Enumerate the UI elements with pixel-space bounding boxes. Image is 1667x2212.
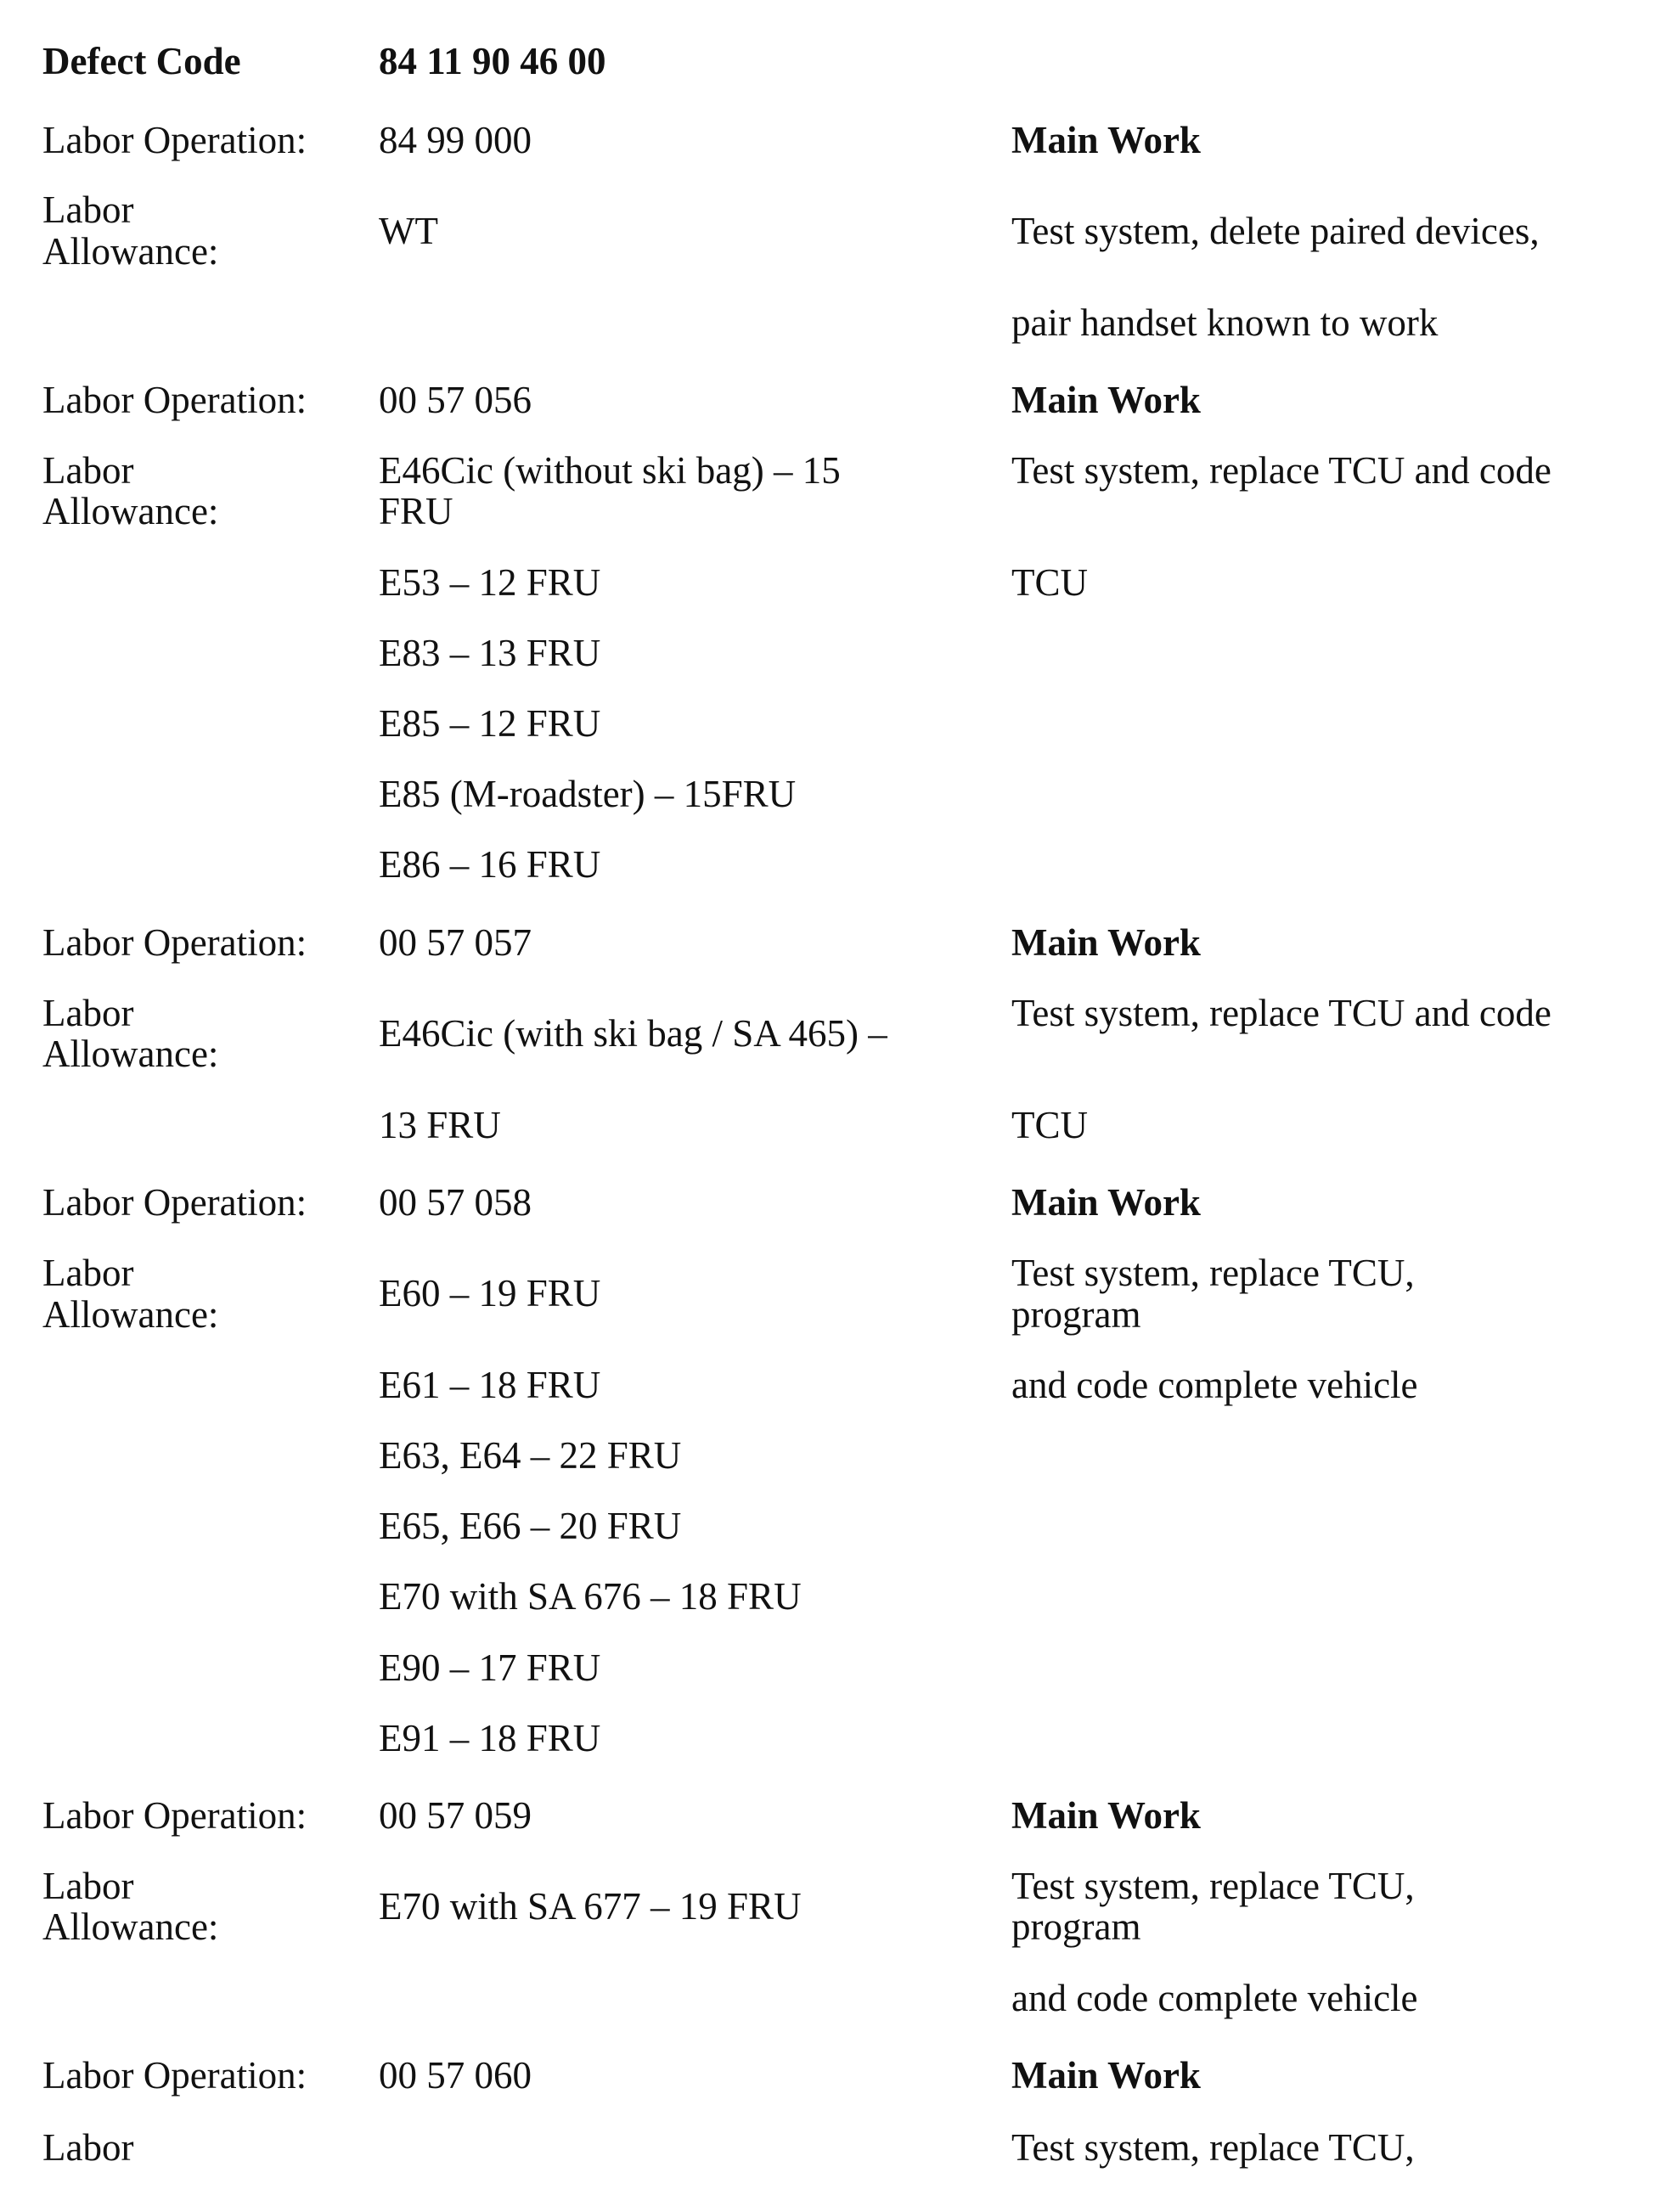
main-work-heading: Main Work: [1011, 2054, 1201, 2097]
labor-operation-label: Labor Operation:: [42, 2054, 307, 2097]
main-work-heading: Main Work: [1011, 921, 1201, 964]
allowance-line: E61 – 18 FRU: [379, 1364, 601, 1406]
allowance-line: E46Cic (with ski bag / SA 465) –: [379, 1012, 887, 1055]
allowance-line: E85 (M-roadster) – 15FRU: [379, 773, 797, 815]
labor-operation-label: Labor Operation:: [42, 1181, 307, 1224]
allowance-line: E85 – 12 FRU: [379, 702, 601, 745]
work-line: Test system, replace TCU,: [1011, 2126, 1415, 2169]
allowance-label: Allowance:: [42, 1293, 219, 1336]
labor-operation-label: Labor Operation:: [42, 119, 307, 161]
labor-operation-value: 00 57 056: [379, 379, 532, 421]
allowance-line: E60 – 19 FRU: [379, 1272, 601, 1314]
work-line: Test system, delete paired devices,: [1011, 210, 1540, 252]
allowance-line: E86 – 16 FRU: [379, 843, 601, 886]
work-line: Test system, replace TCU,: [1011, 1865, 1415, 1907]
labor-operation-label: Labor Operation:: [42, 1794, 307, 1837]
defect-code-value: 84 11 90 46 00: [379, 40, 606, 82]
work-line: Test system, replace TCU and code: [1011, 449, 1552, 492]
labor-label: Labor: [42, 992, 134, 1034]
labor-label: Labor: [42, 2126, 134, 2169]
allowance-line: 13 FRU: [379, 1104, 501, 1146]
labor-operation-label: Labor Operation:: [42, 921, 307, 964]
labor-operation-value: 00 57 059: [379, 1794, 532, 1837]
allowance-line: E91 – 18 FRU: [379, 1717, 601, 1759]
work-line: program: [1011, 1293, 1141, 1336]
work-line: TCU: [1011, 561, 1088, 604]
allowance-line: WT: [379, 210, 438, 252]
labor-operation-value: 00 57 058: [379, 1181, 532, 1224]
allowance-line: E65, E66 – 20 FRU: [379, 1505, 682, 1547]
allowance-line: FRU: [379, 490, 453, 532]
allowance-label: Allowance:: [42, 230, 219, 273]
allowance-line: E46Cic (without ski bag) – 15: [379, 449, 841, 492]
work-line: pair handset known to work: [1011, 301, 1439, 344]
work-line: program: [1011, 1905, 1141, 1948]
main-work-heading: Main Work: [1011, 1794, 1201, 1837]
allowance-line: E53 – 12 FRU: [379, 561, 601, 604]
work-line: and code complete vehicle: [1011, 1977, 1418, 2019]
labor-label: Labor: [42, 1865, 134, 1907]
work-line: TCU: [1011, 1104, 1088, 1146]
main-work-heading: Main Work: [1011, 119, 1201, 161]
allowance-line: E70 with SA 676 – 18 FRU: [379, 1575, 802, 1618]
work-line: and code complete vehicle: [1011, 1364, 1418, 1406]
labor-operation-value: 00 57 057: [379, 921, 532, 964]
allowance-label: Allowance:: [42, 1033, 219, 1075]
labor-label: Labor: [42, 1252, 134, 1294]
allowance-label: Allowance:: [42, 490, 219, 532]
labor-operation-label: Labor Operation:: [42, 379, 307, 421]
labor-operation-value: 84 99 000: [379, 119, 532, 161]
allowance-line: E63, E64 – 22 FRU: [379, 1434, 682, 1477]
work-line: Test system, replace TCU and code: [1011, 992, 1552, 1034]
allowance-line: E70 with SA 677 – 19 FRU: [379, 1885, 802, 1928]
allowance-line: E83 – 13 FRU: [379, 632, 601, 674]
main-work-heading: Main Work: [1011, 379, 1201, 421]
work-line: Test system, replace TCU,: [1011, 1252, 1415, 1294]
main-work-heading: Main Work: [1011, 1181, 1201, 1224]
allowance-line: E90 – 17 FRU: [379, 1646, 601, 1689]
labor-operation-value: 00 57 060: [379, 2054, 532, 2097]
allowance-label: Allowance:: [42, 1905, 219, 1948]
labor-label: Labor: [42, 449, 134, 492]
defect-code-label: Defect Code: [42, 40, 241, 82]
labor-label: Labor: [42, 189, 134, 231]
